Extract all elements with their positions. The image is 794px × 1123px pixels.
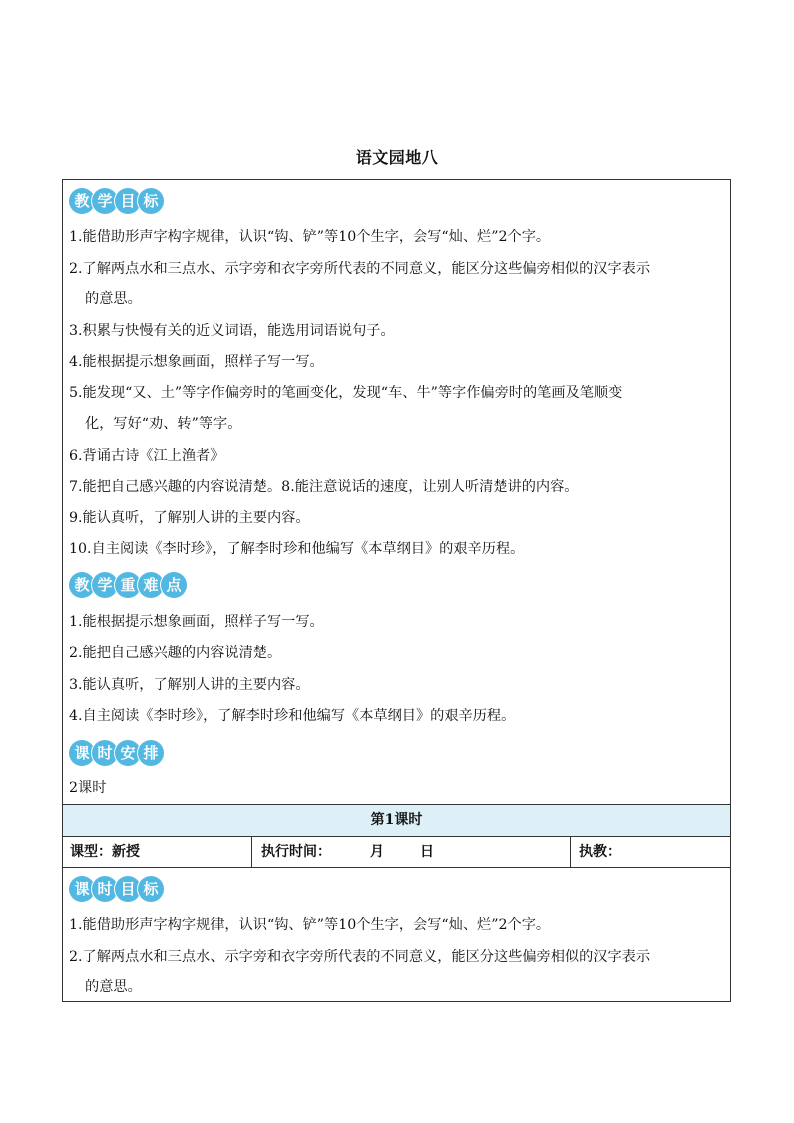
objective-line: 5.能发现“又、土”等字作偏旁时的笔画变化，发现“车、牛”等字作偏旁时的笔画及笔顺变 (69, 385, 623, 401)
day-label: 日 (420, 844, 434, 860)
objective-line: 2.了解两点水和三点水、示字旁和衣字旁所代表的不同意义，能区分这些偏旁相似的汉字表示 (69, 261, 651, 277)
objective-line: 化，写好“劝、转”等字。 (85, 416, 242, 432)
badge-char: 时 (92, 740, 118, 766)
key-point-line: 2.能把自己感兴趣的内容说清楚。 (69, 645, 282, 661)
badge-char: 教 (69, 572, 95, 598)
badge-char: 排 (138, 740, 164, 766)
badge-char: 课 (69, 740, 95, 766)
divider (63, 867, 730, 868)
objectives-badge (69, 188, 161, 214)
badge-char: 安 (115, 740, 141, 766)
objective-line: 10.自主阅读《李时珍》，了解李时珍和他编写《本草纲目》的艰辛历程。 (69, 541, 525, 557)
key-points-badge (69, 572, 184, 598)
badge-char: 学 (92, 188, 118, 214)
badge-char: 学 (92, 572, 118, 598)
lesson-goals-badge (69, 876, 161, 902)
lesson-goal-line: 2.了解两点水和三点水、示字旁和衣字旁所代表的不同意义，能区分这些偏旁相似的汉字表示 (69, 949, 651, 965)
lesson-plan-table (62, 179, 731, 1002)
teacher-label: 执教： (579, 844, 621, 860)
lesson-label: 第1课时 (370, 812, 423, 828)
badge-char: 标 (138, 188, 164, 214)
month-label: 月 (370, 844, 384, 860)
badge-char: 教 (69, 188, 95, 214)
key-point-line: 3.能认真听，了解别人讲的主要内容。 (69, 677, 310, 693)
badge-char: 时 (92, 876, 118, 902)
objective-line: 的意思。 (85, 291, 142, 307)
key-point-line: 4.自主阅读《李时珍》，了解李时珍和他编写《本草纲目》的艰辛历程。 (69, 708, 516, 724)
lesson-band (63, 805, 730, 836)
badge-char: 课 (69, 876, 95, 902)
page-title: 语文园地八 (355, 148, 439, 167)
execution-time-label: 执行时间： (261, 844, 331, 860)
lesson-goal-line: 的意思。 (85, 979, 142, 995)
key-point-line: 1.能根据提示想象画面，照样子写一写。 (69, 614, 324, 630)
badge-char: 重 (115, 572, 141, 598)
objective-line: 1.能借助形声字构字规律，认识“钩、铲”等10个生字，会写“灿、烂”2个字。 (69, 229, 551, 245)
divider (63, 836, 730, 837)
schedule-badge (69, 740, 161, 766)
badge-char: 点 (161, 572, 187, 598)
divider (251, 837, 252, 867)
objective-line: 9.能认真听，了解别人讲的主要内容。 (69, 510, 310, 526)
objective-line: 7.能把自己感兴趣的内容说清楚。8.能注意说话的速度，让别人听清楚讲的内容。 (69, 479, 579, 495)
divider (570, 837, 571, 867)
badge-char: 目 (115, 188, 141, 214)
lesson-type: 课型：新授 (70, 844, 140, 860)
badge-char: 标 (138, 876, 164, 902)
badge-char: 目 (115, 876, 141, 902)
objective-line: 6.背诵古诗《江上渔者》 (69, 448, 225, 464)
lesson-goal-line: 1.能借助形声字构字规律，认识“钩、铲”等10个生字，会写“灿、烂”2个字。 (69, 917, 551, 933)
badge-char: 难 (138, 572, 164, 598)
objective-line: 3.积累与快慢有关的近义词语，能选用词语说句子。 (69, 323, 395, 339)
schedule-text: 2课时 (69, 780, 107, 796)
objective-line: 4.能根据提示想象画面，照样子写一写。 (69, 354, 324, 370)
